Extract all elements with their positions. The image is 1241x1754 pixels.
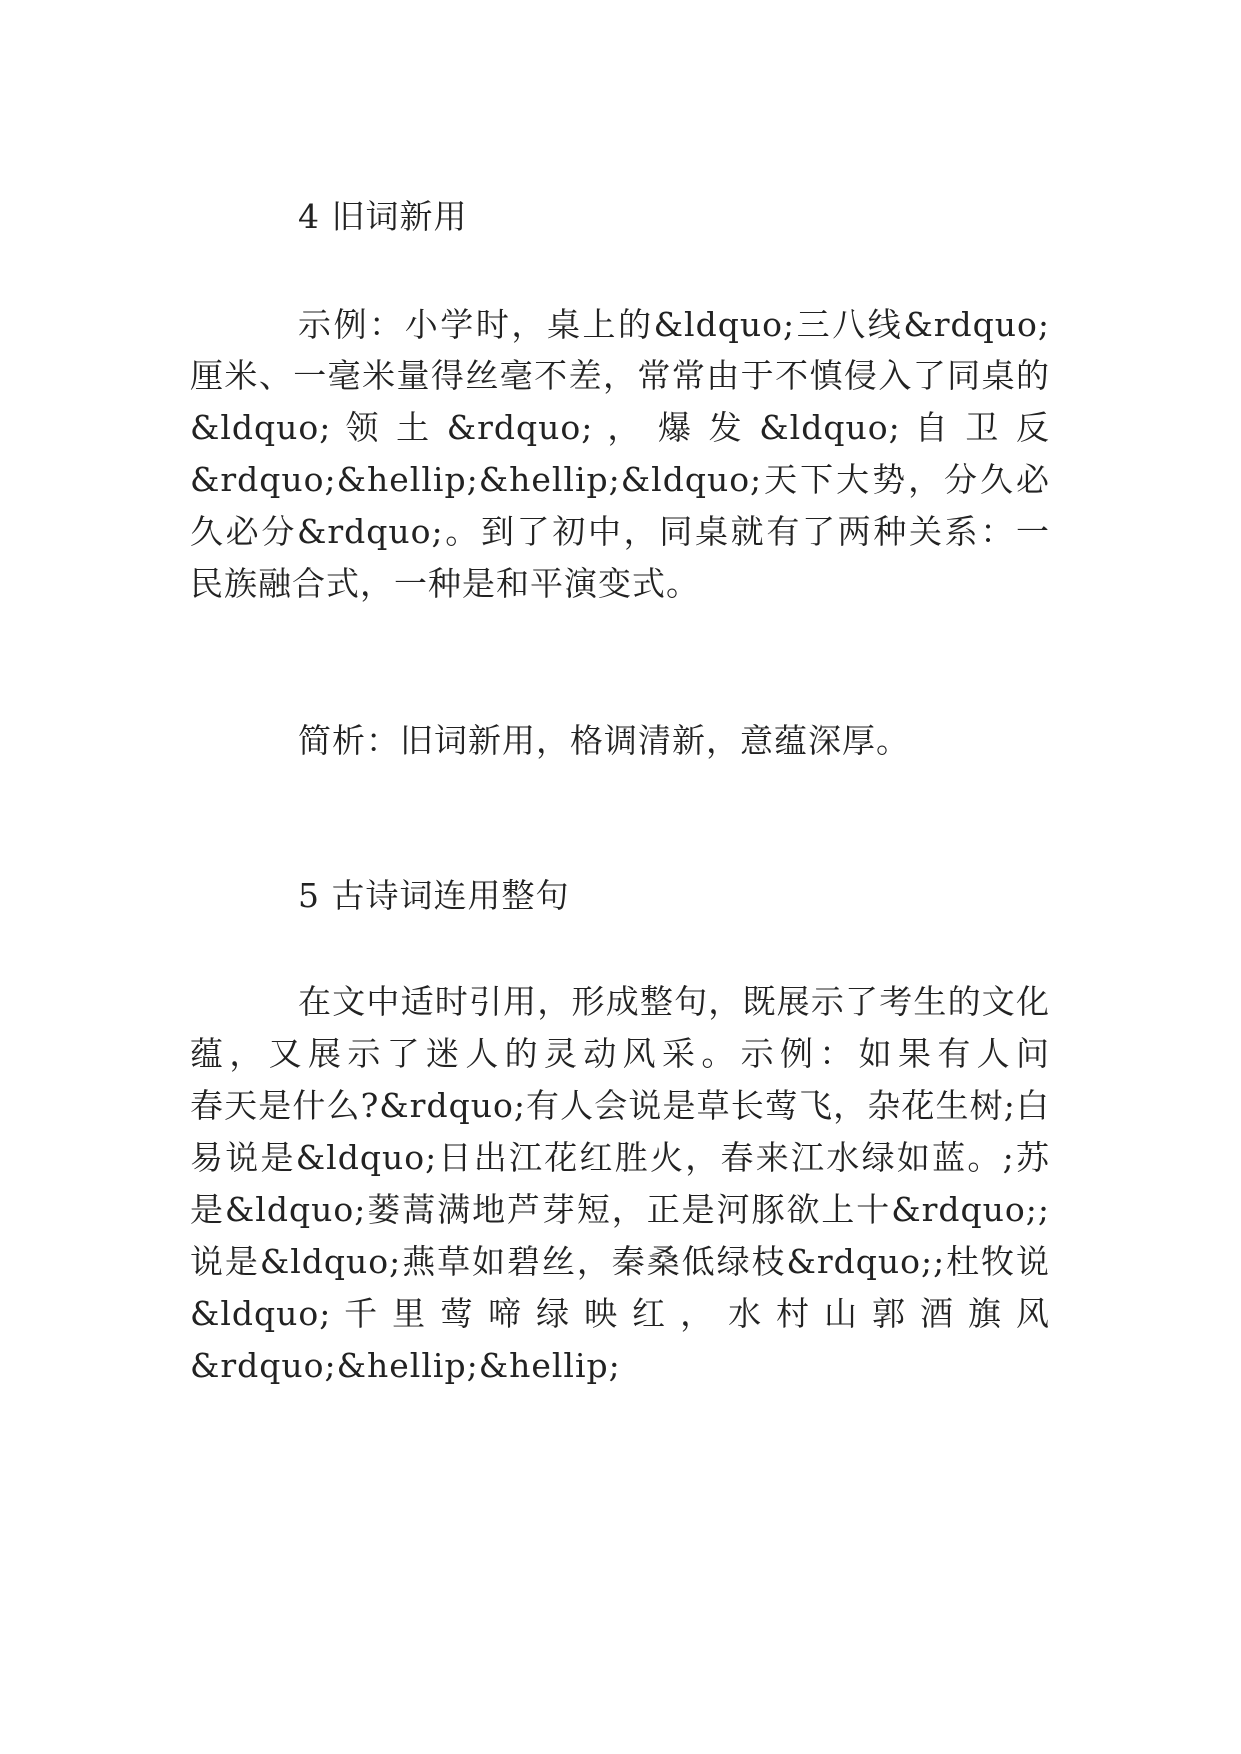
analysis-4: 简析：旧词新用，格调清新，意蕴深厚。 (298, 721, 910, 760)
example-5-line-1: 在文中适时引用，形成整句，既展示了考生的文化 (298, 982, 1050, 1021)
example-4-line-3: &ldquo; 领 土 &rdquo; ， 爆 发 &ldquo; 自 卫 反 (190, 408, 1050, 447)
example-4-line-2: 厘米、一毫米量得丝毫不差，常常由于不慎侵入了同桌的 (190, 356, 1050, 395)
example-5-line-4: 易说是&ldquo;日出江花红胜火，春来江水绿如蓝。;苏 (190, 1138, 1050, 1177)
example-4-line-5: 久必分&rdquo;。到了初中，同桌就有了两种关系：一 (190, 512, 1050, 551)
example-5-line-3: 春天是什么?&rdquo;有人会说是草长莺飞，杂花生树;白 (190, 1086, 1050, 1125)
example-4-line-1: 示例：小学时，桌上的&ldquo;三八线&rdquo; (298, 305, 1050, 344)
example-4-line-6: 民族融合式，一种是和平演变式。 (190, 564, 700, 603)
example-5-line-6: 说是&ldquo;燕草如碧丝，秦桑低绿枝&rdquo;;杜牧说 (190, 1242, 1050, 1281)
example-4-line-4: &rdquo;&hellip;&hellip;&ldquo;天下大势，分久必 (190, 460, 1050, 499)
section-heading-5: 5 古诗词连用整句 (298, 876, 570, 915)
example-5-line-8: &rdquo;&hellip;&hellip; (190, 1346, 621, 1385)
example-5-line-7: &ldquo; 千 里 莺 啼 绿 映 红 ， 水 村 山 郭 酒 旗 风 (190, 1294, 1050, 1333)
example-5-line-5: 是&ldquo;蒌蒿满地芦芽短，正是河豚欲上十&rdquo;; (190, 1190, 1050, 1229)
section-heading-4: 4 旧词新用 (298, 197, 468, 236)
example-5-line-2: 蕴，又展示了迷人的灵动风采。示例：如果有人问 (190, 1034, 1050, 1073)
